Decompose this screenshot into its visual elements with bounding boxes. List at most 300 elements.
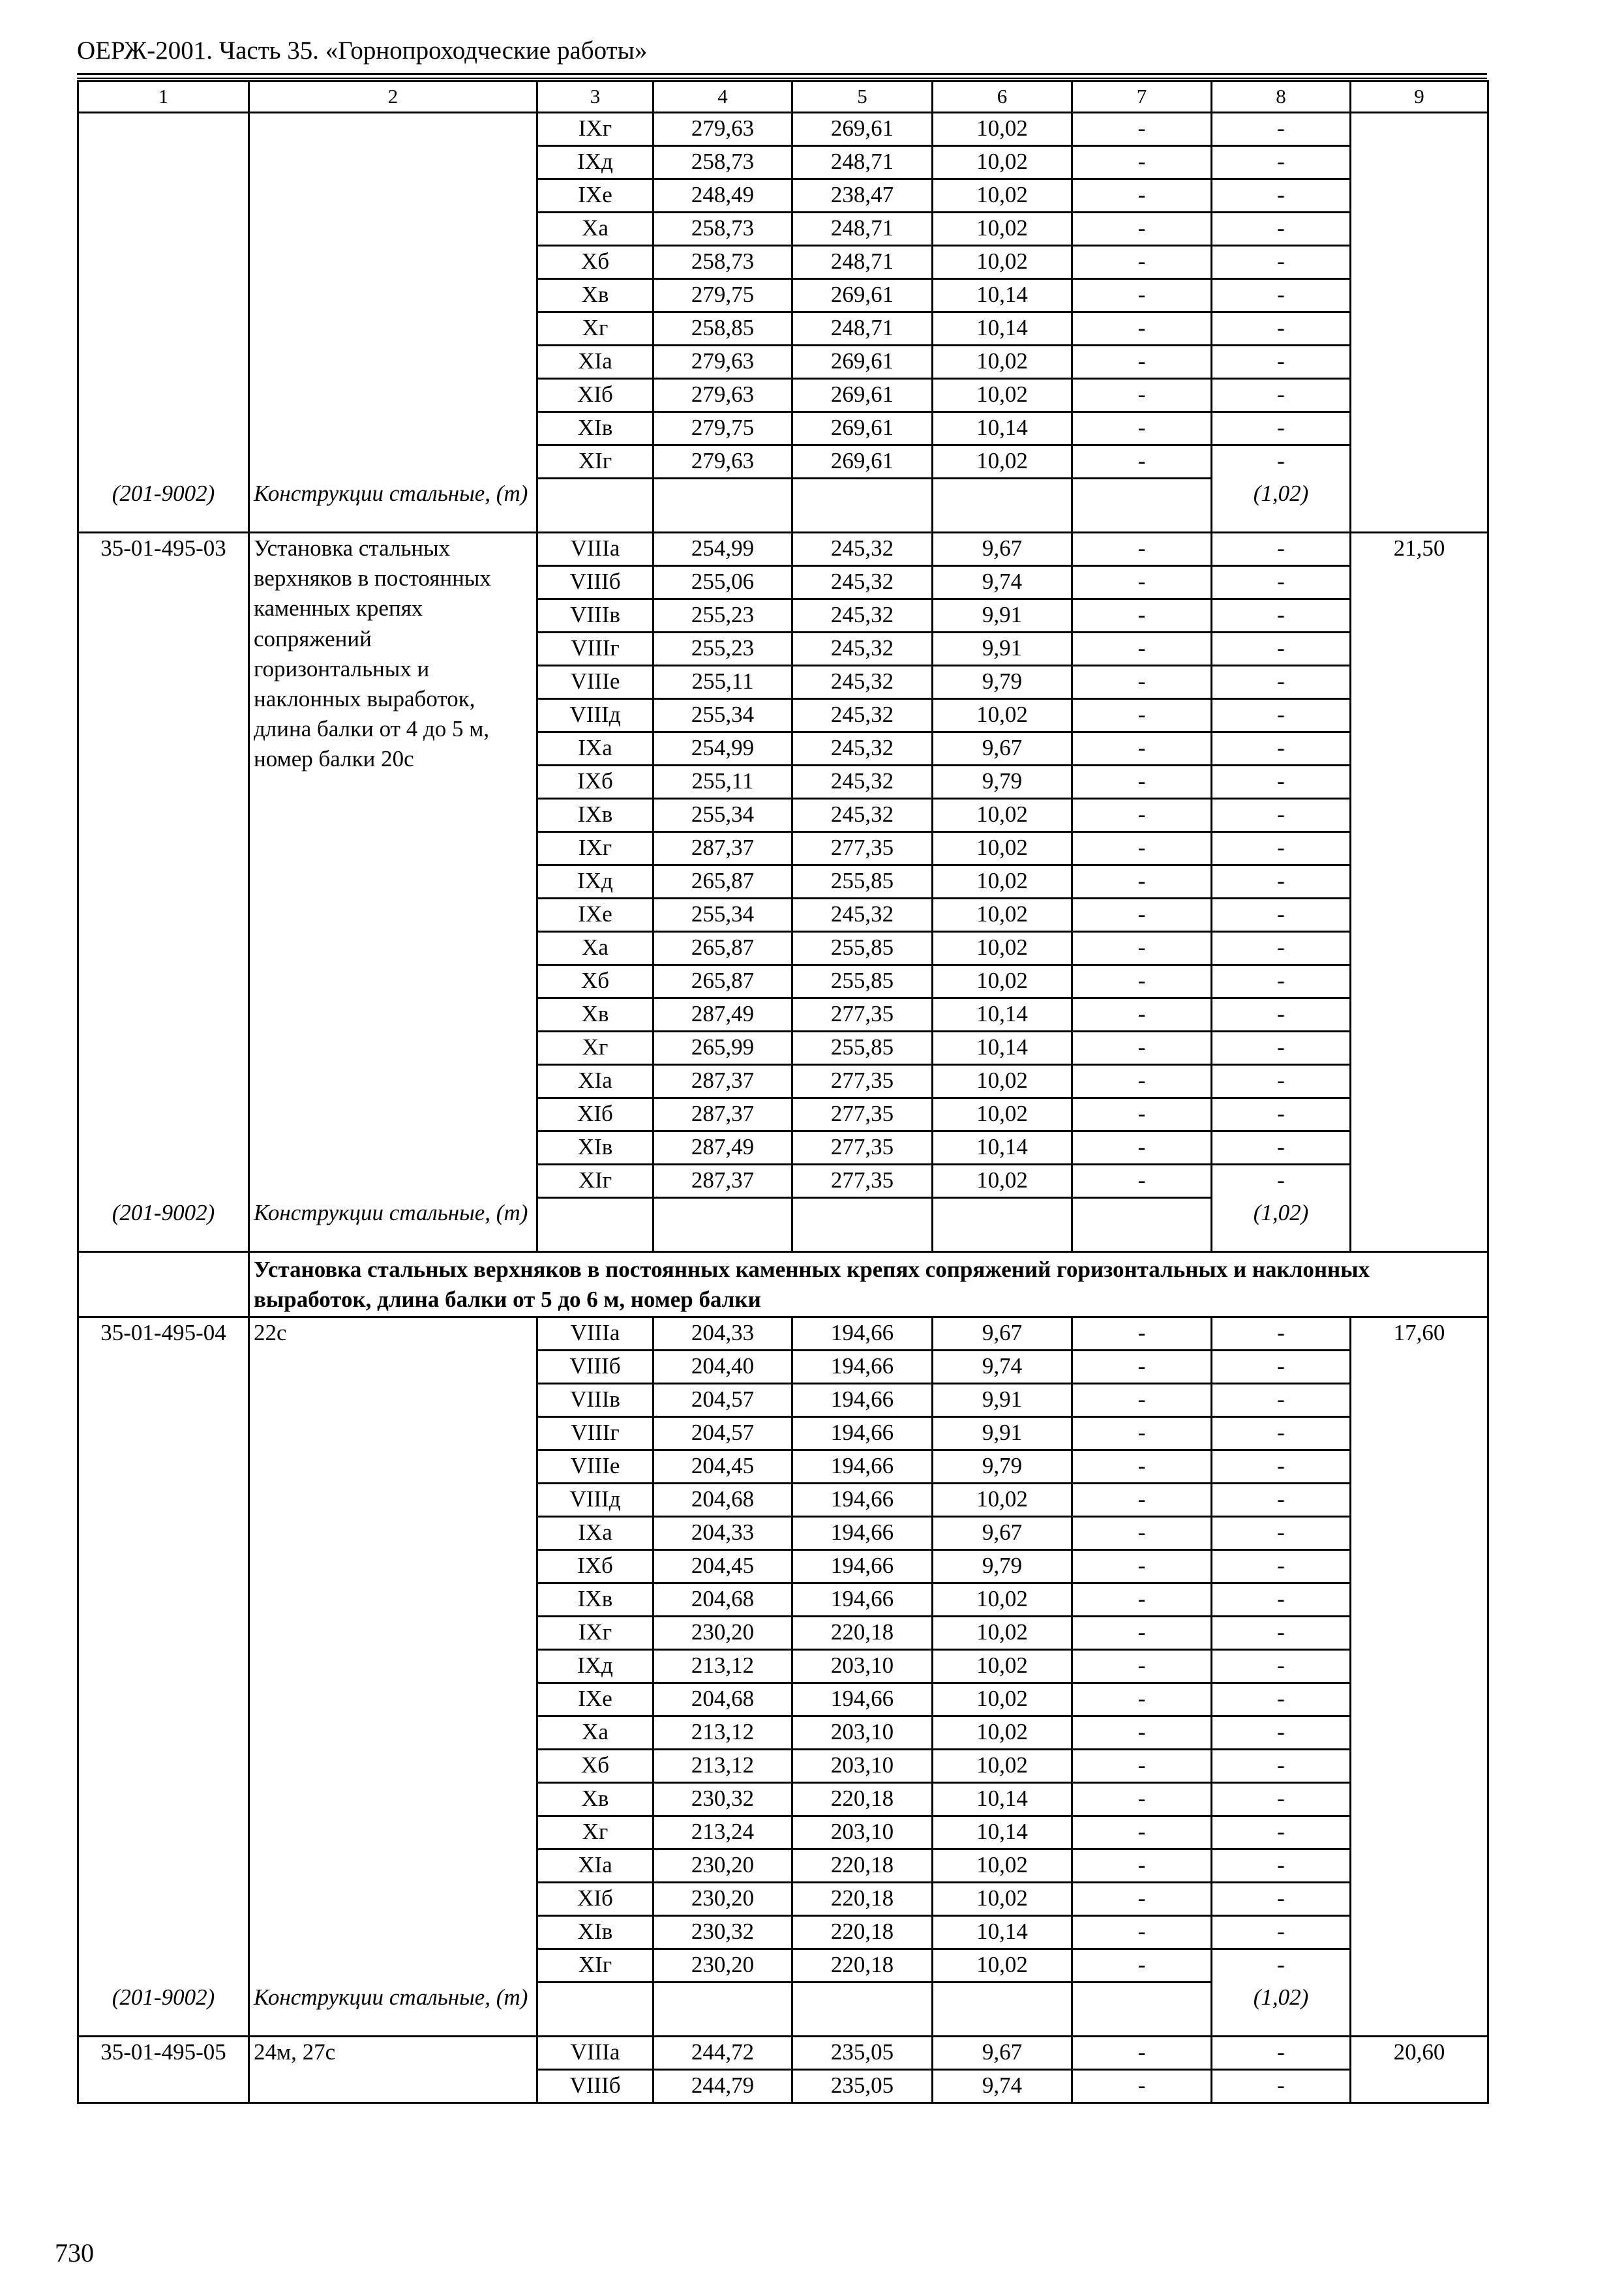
drivers-wages-cell: - xyxy=(1072,1916,1212,1949)
machines-cell: 9,79 xyxy=(933,766,1072,799)
drivers-wages-cell: - xyxy=(1072,1131,1212,1165)
machines-cell: 9,67 xyxy=(933,1317,1072,1351)
drivers-wages-cell: - xyxy=(1072,666,1212,699)
wages-cell: 277,35 xyxy=(792,1065,933,1098)
zone-cell: IXе xyxy=(537,179,654,213)
materials-cell: - xyxy=(1212,279,1351,312)
materials-cell: - xyxy=(1212,1750,1351,1783)
wages-cell: 220,18 xyxy=(792,1783,933,1816)
wages-cell: 235,05 xyxy=(792,2070,933,2103)
wages-cell: 269,61 xyxy=(792,445,933,479)
machines-cell: 10,02 xyxy=(933,113,1072,146)
machines-cell: 10,02 xyxy=(933,1165,1072,1198)
materials-cell: - xyxy=(1212,213,1351,246)
total-cost-cell: 204,68 xyxy=(654,1683,792,1716)
zone-cell: Xв xyxy=(537,279,654,312)
zone-cell: IXб xyxy=(537,766,654,799)
zone-cell: Xб xyxy=(537,246,654,279)
materials-cell: - xyxy=(1212,1783,1351,1816)
drivers-wages-cell: - xyxy=(1072,566,1212,599)
drivers-wages-cell: - xyxy=(1072,1816,1212,1849)
materials-cell: - xyxy=(1212,2070,1351,2103)
wages-cell: 245,32 xyxy=(792,666,933,699)
materials-cell: - xyxy=(1212,2037,1351,2070)
machines-cell: 9,67 xyxy=(933,2037,1072,2070)
total-cost-cell: 287,49 xyxy=(654,1131,792,1165)
machines-cell: 9,91 xyxy=(933,633,1072,666)
description-cell: 22с xyxy=(249,1317,537,1982)
column-number: 9 xyxy=(1351,82,1488,113)
wages-cell: 269,61 xyxy=(792,379,933,412)
machines-cell: 10,02 xyxy=(933,246,1072,279)
material-qty-cell: (1,02) xyxy=(1212,1982,1351,2037)
materials-cell: - xyxy=(1212,1849,1351,1883)
material-row xyxy=(78,1982,1488,2037)
wages-cell: 255,85 xyxy=(792,865,933,899)
zone-cell: XIв xyxy=(537,1131,654,1165)
materials-cell: - xyxy=(1212,1650,1351,1683)
total-cost-cell: 244,79 xyxy=(654,2070,792,2103)
drivers-wages-cell: - xyxy=(1072,1351,1212,1384)
zone-cell: IXг xyxy=(537,832,654,865)
material-name-cell: Конструкции стальные, (т) xyxy=(249,479,537,533)
machines-cell: 9,79 xyxy=(933,666,1072,699)
wages-cell: 248,71 xyxy=(792,146,933,179)
materials-cell: - xyxy=(1212,1484,1351,1517)
total-cost-cell: 279,63 xyxy=(654,346,792,379)
zone-cell: IXд xyxy=(537,1650,654,1683)
wages-cell: 255,85 xyxy=(792,965,933,998)
wages-cell: 277,35 xyxy=(792,1098,933,1131)
description-cell: 24м, 27с xyxy=(249,2037,537,2103)
machines-cell: 10,02 xyxy=(933,1583,1072,1617)
zone-cell: VIIIв xyxy=(537,599,654,633)
drivers-wages-cell: - xyxy=(1072,1417,1212,1450)
zone-cell: IXв xyxy=(537,799,654,832)
total-cost-cell: 230,20 xyxy=(654,1883,792,1916)
wages-cell: 269,61 xyxy=(792,412,933,445)
total-cost-cell xyxy=(654,1982,792,2037)
total-cost-cell: 265,87 xyxy=(654,965,792,998)
zone-cell: IXа xyxy=(537,732,654,766)
machines-cell: 10,02 xyxy=(933,1683,1072,1716)
wages-cell: 245,32 xyxy=(792,699,933,732)
wages-cell: 255,85 xyxy=(792,1032,933,1065)
zone-cell: VIIIб xyxy=(537,2070,654,2103)
machines-cell: 9,74 xyxy=(933,566,1072,599)
wages-cell: 194,66 xyxy=(792,1683,933,1716)
materials-cell: - xyxy=(1212,633,1351,666)
drivers-wages-cell: - xyxy=(1072,312,1212,346)
wages-cell: 194,66 xyxy=(792,1384,933,1417)
materials-cell: - xyxy=(1212,865,1351,899)
materials-cell: - xyxy=(1212,899,1351,932)
wages-cell: 269,61 xyxy=(792,346,933,379)
total-cost-cell: 230,20 xyxy=(654,1849,792,1883)
materials-cell: - xyxy=(1212,1716,1351,1750)
materials-cell: - xyxy=(1212,1517,1351,1550)
zone-cell: VIIIб xyxy=(537,1351,654,1384)
drivers-wages-cell: - xyxy=(1072,1949,1212,1982)
total-cost-cell: 279,63 xyxy=(654,379,792,412)
wages-cell: 269,61 xyxy=(792,279,933,312)
material-name-cell: Конструкции стальные, (т) xyxy=(249,1198,537,1252)
drivers-wages-cell: - xyxy=(1072,533,1212,566)
materials-cell: - xyxy=(1212,1098,1351,1131)
wages-cell: 245,32 xyxy=(792,599,933,633)
machines-cell: 10,02 xyxy=(933,1065,1072,1098)
total-cost-cell: 204,33 xyxy=(654,1517,792,1550)
materials-cell: - xyxy=(1212,1550,1351,1583)
total-cost-cell: 204,45 xyxy=(654,1450,792,1484)
total-cost-cell: 204,33 xyxy=(654,1317,792,1351)
total-cost-cell: 213,24 xyxy=(654,1816,792,1849)
wages-cell: 194,66 xyxy=(792,1484,933,1517)
machines-cell: 9,91 xyxy=(933,599,1072,633)
section-heading-row xyxy=(78,1252,1488,1317)
wages-cell: 203,10 xyxy=(792,1650,933,1683)
zone-cell: XIг xyxy=(537,1949,654,1982)
zone-cell: Xа xyxy=(537,213,654,246)
wages-cell: 238,47 xyxy=(792,179,933,213)
zone-cell: IXе xyxy=(537,1683,654,1716)
machines-cell: 10,14 xyxy=(933,412,1072,445)
zone-cell: XIа xyxy=(537,1849,654,1883)
wages-cell: 220,18 xyxy=(792,1949,933,1982)
zone-cell xyxy=(537,1198,654,1252)
zone-cell xyxy=(537,1982,654,2037)
drivers-wages-cell: - xyxy=(1072,1450,1212,1484)
zone-cell: IXб xyxy=(537,1550,654,1583)
column-number: 1 xyxy=(78,82,249,113)
total-cost-cell: 279,75 xyxy=(654,279,792,312)
total-cost-cell: 204,45 xyxy=(654,1550,792,1583)
drivers-wages-cell: - xyxy=(1072,1650,1212,1683)
wages-cell xyxy=(792,479,933,533)
zone-cell: VIIIг xyxy=(537,1417,654,1450)
drivers-wages-cell: - xyxy=(1072,699,1212,732)
drivers-wages-cell: - xyxy=(1072,412,1212,445)
drivers-wages-cell: - xyxy=(1072,1683,1212,1716)
machines-cell: 9,74 xyxy=(933,2070,1072,2103)
total-cost-cell: 265,99 xyxy=(654,1032,792,1065)
zone-cell: VIIIв xyxy=(537,1384,654,1417)
material-qty-cell: (1,02) xyxy=(1212,1198,1351,1252)
material-code-cell: (201-9002) xyxy=(78,1198,249,1252)
materials-cell: - xyxy=(1212,998,1351,1032)
header-rule-thick xyxy=(77,73,1487,75)
materials-cell: - xyxy=(1212,932,1351,965)
drivers-wages-cell: - xyxy=(1072,1783,1212,1816)
total-cost-cell: 255,11 xyxy=(654,666,792,699)
drivers-wages-cell: - xyxy=(1072,1750,1212,1783)
machines-cell: 10,02 xyxy=(933,699,1072,732)
materials-cell: - xyxy=(1212,566,1351,599)
machines-cell: 10,02 xyxy=(933,1650,1072,1683)
zone-cell: IXа xyxy=(537,1517,654,1550)
total-cost-cell: 258,73 xyxy=(654,146,792,179)
wages-cell: 203,10 xyxy=(792,1716,933,1750)
total-cost-cell: 255,11 xyxy=(654,766,792,799)
total-cost-cell: 204,40 xyxy=(654,1351,792,1384)
wages-cell: 203,10 xyxy=(792,1816,933,1849)
machines-cell: 9,67 xyxy=(933,533,1072,566)
zone-cell: Xг xyxy=(537,1816,654,1849)
drivers-wages-cell: - xyxy=(1072,899,1212,932)
norm-col9-cell: 21,50 xyxy=(1351,533,1488,1252)
machines-cell: 10,14 xyxy=(933,1816,1072,1849)
zone-cell: VIIIд xyxy=(537,1484,654,1517)
materials-cell: - xyxy=(1212,146,1351,179)
total-cost-cell: 255,23 xyxy=(654,599,792,633)
total-cost-cell: 213,12 xyxy=(654,1716,792,1750)
wages-cell xyxy=(792,1198,933,1252)
drivers-wages-cell: - xyxy=(1072,146,1212,179)
zone-cell: XIа xyxy=(537,1065,654,1098)
machines-cell: 10,14 xyxy=(933,1783,1072,1816)
norm-col9-cell xyxy=(1351,113,1488,533)
wages-cell: 220,18 xyxy=(792,1883,933,1916)
zone-cell: IXв xyxy=(537,1583,654,1617)
total-cost-cell: 204,57 xyxy=(654,1417,792,1450)
wages-cell: 245,32 xyxy=(792,799,933,832)
machines-cell: 10,02 xyxy=(933,899,1072,932)
total-cost-cell: 287,37 xyxy=(654,1098,792,1131)
machines-cell: 9,67 xyxy=(933,732,1072,766)
materials-cell: - xyxy=(1212,1450,1351,1484)
total-cost-cell: 279,63 xyxy=(654,113,792,146)
drivers-wages-cell: - xyxy=(1072,766,1212,799)
materials-cell: - xyxy=(1212,1417,1351,1450)
material-code-cell: (201-9002) xyxy=(78,479,249,533)
machines-cell: 10,02 xyxy=(933,1098,1072,1131)
wages-cell xyxy=(792,1982,933,2037)
zone-cell: VIIIа xyxy=(537,2037,654,2070)
wages-cell: 245,32 xyxy=(792,732,933,766)
total-cost-cell: 204,57 xyxy=(654,1384,792,1417)
table-row xyxy=(78,2037,1488,2070)
header-rule-thin xyxy=(77,78,1487,79)
total-cost-cell: 255,23 xyxy=(654,633,792,666)
zone-cell: IXе xyxy=(537,899,654,932)
material-row xyxy=(78,479,1488,533)
drivers-wages-cell xyxy=(1072,479,1212,533)
drivers-wages-cell: - xyxy=(1072,1517,1212,1550)
drivers-wages-cell: - xyxy=(1072,1617,1212,1650)
materials-cell: - xyxy=(1212,599,1351,633)
wages-cell: 248,71 xyxy=(792,312,933,346)
materials-cell: - xyxy=(1212,965,1351,998)
machines-cell: 10,02 xyxy=(933,1484,1072,1517)
column-number: 5 xyxy=(792,82,933,113)
drivers-wages-cell: - xyxy=(1072,732,1212,766)
zone-cell: XIв xyxy=(537,1916,654,1949)
materials-cell: - xyxy=(1212,533,1351,566)
machines-cell: 10,14 xyxy=(933,279,1072,312)
total-cost-cell xyxy=(654,479,792,533)
drivers-wages-cell: - xyxy=(1072,1716,1212,1750)
wages-cell: 277,35 xyxy=(792,1165,933,1198)
machines-cell xyxy=(933,1198,1072,1252)
column-number: 8 xyxy=(1212,82,1351,113)
materials-cell: - xyxy=(1212,312,1351,346)
materials-cell: - xyxy=(1212,379,1351,412)
wages-cell: 203,10 xyxy=(792,1750,933,1783)
materials-cell: - xyxy=(1212,666,1351,699)
page-number: 730 xyxy=(55,2238,94,2267)
zone-cell: Xг xyxy=(537,312,654,346)
material-code-cell: (201-9002) xyxy=(78,1982,249,2037)
norm-col9-cell: 20,60 xyxy=(1351,2037,1488,2103)
wages-cell: 235,05 xyxy=(792,2037,933,2070)
drivers-wages-cell: - xyxy=(1072,832,1212,865)
wages-cell: 248,71 xyxy=(792,246,933,279)
material-name-cell: Конструкции стальные, (т) xyxy=(249,1982,537,2037)
table-row xyxy=(78,533,1488,566)
materials-cell: - xyxy=(1212,1949,1351,1982)
materials-cell: - xyxy=(1212,179,1351,213)
wages-cell: 248,71 xyxy=(792,213,933,246)
materials-cell: - xyxy=(1212,699,1351,732)
machines-cell: 9,79 xyxy=(933,1450,1072,1484)
page-header: ОЕРЖ-2001. Часть 35. «Горнопроходческие работы» xyxy=(77,37,648,65)
zone-cell: IXд xyxy=(537,865,654,899)
column-numbers-row xyxy=(78,82,1488,113)
zone-cell: VIIIа xyxy=(537,533,654,566)
wages-cell: 245,32 xyxy=(792,633,933,666)
drivers-wages-cell xyxy=(1072,1982,1212,2037)
wages-cell: 220,18 xyxy=(792,1916,933,1949)
total-cost-cell: 255,34 xyxy=(654,799,792,832)
total-cost-cell: 255,34 xyxy=(654,699,792,732)
total-cost-cell: 255,34 xyxy=(654,899,792,932)
total-cost-cell: 230,20 xyxy=(654,1617,792,1650)
drivers-wages-cell: - xyxy=(1072,213,1212,246)
zone-cell: IXг xyxy=(537,1617,654,1650)
drivers-wages-cell: - xyxy=(1072,2037,1212,2070)
materials-cell: - xyxy=(1212,412,1351,445)
materials-cell: - xyxy=(1212,1032,1351,1065)
wages-cell: 194,66 xyxy=(792,1450,933,1484)
zone-cell xyxy=(537,479,654,533)
drivers-wages-cell: - xyxy=(1072,1165,1212,1198)
materials-cell: - xyxy=(1212,1165,1351,1198)
rate-code-cell xyxy=(78,113,249,479)
drivers-wages-cell: - xyxy=(1072,1384,1212,1417)
machines-cell: 9,91 xyxy=(933,1417,1072,1450)
machines-cell: 10,02 xyxy=(933,1949,1072,1982)
wages-cell: 269,61 xyxy=(792,113,933,146)
column-number: 6 xyxy=(933,82,1072,113)
rate-code-cell: 35-01-495-04 xyxy=(78,1317,249,1982)
total-cost-cell: 258,85 xyxy=(654,312,792,346)
wages-cell: 255,85 xyxy=(792,932,933,965)
machines-cell: 10,14 xyxy=(933,1032,1072,1065)
column-number: 3 xyxy=(537,82,654,113)
wages-cell: 277,35 xyxy=(792,998,933,1032)
total-cost-cell: 258,73 xyxy=(654,213,792,246)
total-cost-cell: 279,63 xyxy=(654,445,792,479)
drivers-wages-cell: - xyxy=(1072,346,1212,379)
machines-cell: 10,14 xyxy=(933,312,1072,346)
zone-cell: Xб xyxy=(537,1750,654,1783)
rate-code-cell: 35-01-495-05 xyxy=(78,2037,249,2103)
materials-cell: - xyxy=(1212,113,1351,146)
drivers-wages-cell: - xyxy=(1072,1484,1212,1517)
machines-cell: 9,74 xyxy=(933,1351,1072,1384)
norm-col9-cell: 17,60 xyxy=(1351,1317,1488,2037)
machines-cell: 10,02 xyxy=(933,445,1072,479)
drivers-wages-cell: - xyxy=(1072,379,1212,412)
machines-cell: 10,02 xyxy=(933,1883,1072,1916)
zone-cell: IXд xyxy=(537,146,654,179)
materials-cell: - xyxy=(1212,732,1351,766)
machines-cell: 9,67 xyxy=(933,1517,1072,1550)
zone-cell: VIIIе xyxy=(537,1450,654,1484)
machines-cell: 9,91 xyxy=(933,1384,1072,1417)
machines-cell: 10,02 xyxy=(933,865,1072,899)
total-cost-cell: 279,75 xyxy=(654,412,792,445)
zone-cell: Xа xyxy=(537,932,654,965)
zone-cell: Xг xyxy=(537,1032,654,1065)
total-cost-cell: 244,72 xyxy=(654,2037,792,2070)
zone-cell: IXг xyxy=(537,113,654,146)
total-cost-cell: 287,37 xyxy=(654,832,792,865)
drivers-wages-cell: - xyxy=(1072,1317,1212,1351)
drivers-wages-cell: - xyxy=(1072,445,1212,479)
zone-cell: XIб xyxy=(537,379,654,412)
zone-cell: XIг xyxy=(537,1165,654,1198)
wages-cell: 245,32 xyxy=(792,533,933,566)
total-cost-cell: 204,68 xyxy=(654,1484,792,1517)
materials-cell: - xyxy=(1212,799,1351,832)
machines-cell: 10,02 xyxy=(933,832,1072,865)
zone-cell: VIIIе xyxy=(537,666,654,699)
drivers-wages-cell: - xyxy=(1072,179,1212,213)
drivers-wages-cell: - xyxy=(1072,599,1212,633)
materials-cell: - xyxy=(1212,1065,1351,1098)
drivers-wages-cell: - xyxy=(1072,1883,1212,1916)
total-cost-cell: 287,49 xyxy=(654,998,792,1032)
drivers-wages-cell: - xyxy=(1072,1583,1212,1617)
materials-cell: - xyxy=(1212,346,1351,379)
total-cost-cell: 287,37 xyxy=(654,1065,792,1098)
drivers-wages-cell: - xyxy=(1072,932,1212,965)
machines-cell: 10,02 xyxy=(933,179,1072,213)
wages-cell: 194,66 xyxy=(792,1583,933,1617)
drivers-wages-cell: - xyxy=(1072,965,1212,998)
machines-cell: 10,02 xyxy=(933,1750,1072,1783)
drivers-wages-cell: - xyxy=(1072,1098,1212,1131)
drivers-wages-cell xyxy=(1072,1198,1212,1252)
zone-cell: VIIIб xyxy=(537,566,654,599)
total-cost-cell: 254,99 xyxy=(654,533,792,566)
machines-cell: 10,02 xyxy=(933,799,1072,832)
zone-cell: VIIIд xyxy=(537,699,654,732)
materials-cell: - xyxy=(1212,1916,1351,1949)
drivers-wages-cell: - xyxy=(1072,1849,1212,1883)
wages-cell: 245,32 xyxy=(792,566,933,599)
description-cell: Установка стальных верхняков в постоянных каменных крепях сопряжений горизонтальных и наклонных выработок, длина балки от 4 до 5 м, номер балки 20с xyxy=(249,533,537,1198)
wages-cell: 245,32 xyxy=(792,766,933,799)
total-cost-cell: 213,12 xyxy=(654,1650,792,1683)
drivers-wages-cell: - xyxy=(1072,865,1212,899)
drivers-wages-cell: - xyxy=(1072,1065,1212,1098)
wages-cell: 194,66 xyxy=(792,1417,933,1450)
machines-cell: 10,02 xyxy=(933,1617,1072,1650)
total-cost-cell: 287,37 xyxy=(654,1165,792,1198)
zone-cell: XIа xyxy=(537,346,654,379)
